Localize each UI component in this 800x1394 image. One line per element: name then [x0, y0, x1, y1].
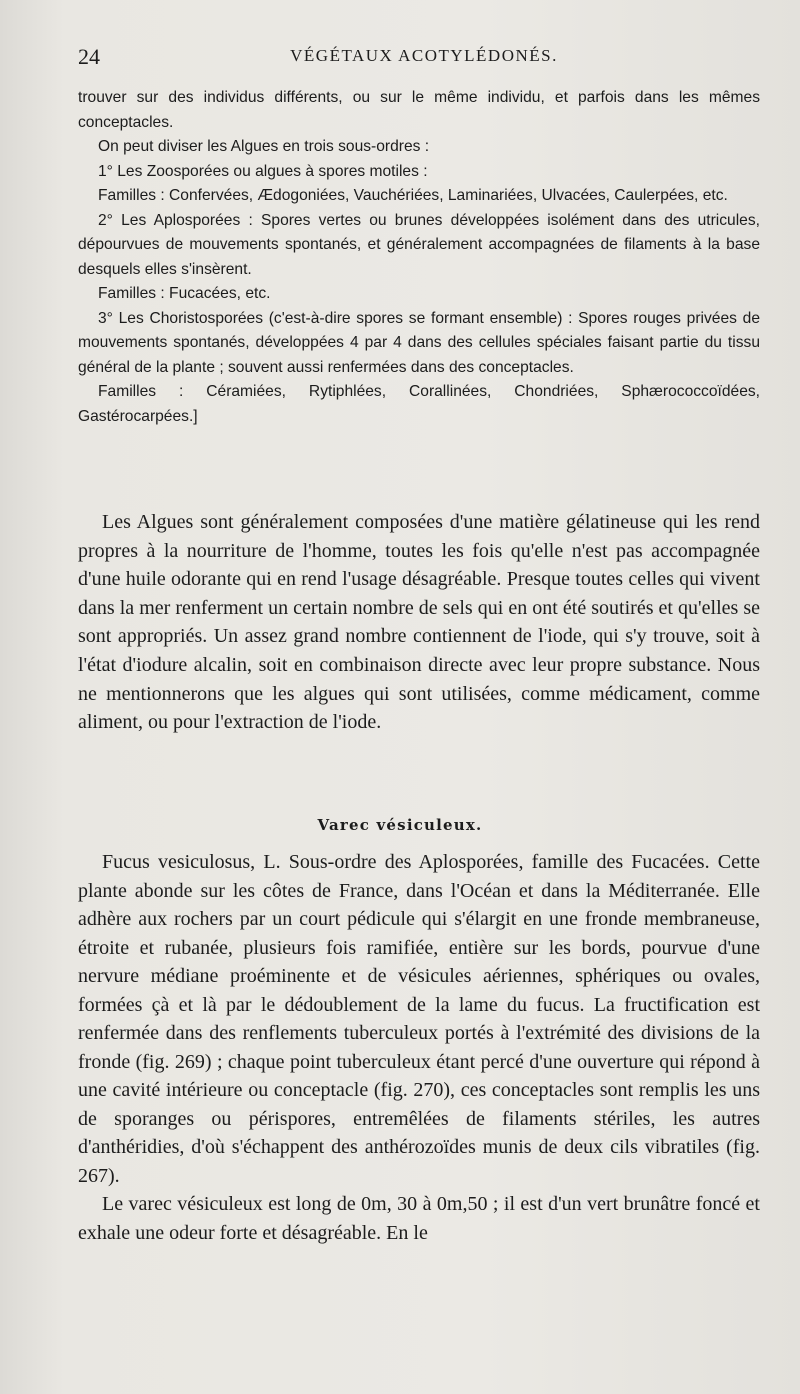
- paragraph: Le varec vésiculeux est long de 0m, 30 à 0m,50 ; il est d'un vert brunâtre foncé et exhale une odeur forte et désagréable. En le: [78, 1193, 760, 1244]
- paragraph: Les Algues sont généralement composées d'une matière gélatineuse qui les rend propres à la nourriture de l'homme, toutes les fois qu'elle n'est pas accompagnée d'une huile odorante qui en rend l'usage désagréable. Presque toutes celles qui vivent dans la mer renferment un certain nombre de sels qui en ont été soutirés et qu'elles se sont appropriés. Un assez grand nombre contiennent de l'iode, qui s'y trouve, soit à l'état d'iodure alcalin, soit en combinaison directe avec leur propre substance. Nous ne mentionnerons que les algues qui sont utilisées, comme médicament, comme aliment, ou pour l'extraction de l'iode.: [78, 511, 760, 734]
- paragraph: Familles : Fucacées, etc.: [98, 285, 271, 302]
- paragraph: 2° Les Aplosporées : Spores vertes ou brunes développées isolément dans des utricules, dépourvues de mouvements spontanés, et généralement accompagnées de filaments à la base desquels elles s'insèrent.: [78, 211, 760, 278]
- paragraph: 1° Les Zoosporées ou algues à spores motiles :: [98, 162, 428, 180]
- running-title: VÉGÉTAUX ACOTYLÉDONÉS.: [290, 46, 558, 65]
- paragraph: 3° Les Choristosporées (c'est-à-dire spores se formant ensemble) : Spores rouges privées de mouvements spontanés, développées 4 par 4 dans des cellules spéciales faisant partie du tissu général de la plante ; souvent aussi renfermées dans des conceptacles.: [78, 309, 760, 376]
- paragraph: Familles : Confervées, Ædogoniées, Vauchériées, Laminariées, Ulvacées, Caulerpées, etc.: [98, 187, 728, 204]
- paragraph: Familles : Céramiées, Rytiphlées, Corallinées, Chondriées, Sphærococcoïdées, Gastérocarpées.]: [78, 383, 760, 425]
- paragraph: trouver sur des individus différents, ou sur le même individu, et parfois dans les mêmes conceptacles.: [78, 89, 760, 131]
- algae-uses-text: [78, 508, 760, 737]
- page-number: 24: [78, 44, 100, 69]
- algae-classification-text: [78, 86, 760, 429]
- paragraph: Fucus vesiculosus, L. Sous-ordre des Aplosporées, famille des Fucacées. Cette plante abonde sur les côtes de France, dans l'Océan et dans la Méditerranée. Elle adhère aux rochers par un court pédicule qui s'élargit en une fronde membraneuse, étroite et rubanée, plusieurs fois ramifiée, entière sur les bords, pourvue d'une nervure médiane proéminente et de vésicules aériennes, sphériques ou ovales, formées çà et là par le dédoublement de la lame du fucus. La fructification est renfermée dans des renflements tuberculeux portés à l'extrémité des divisions de la fronde (fig. 269) ; chaque point tuberculeux étant percé d'une ouverture qui répond à une cavité intérieure ou conceptacle (fig. 270), ces conceptacles sont remplis les uns de sporanges ou périspores, entremêlées de filaments stériles, les autres d'anthéridies, d'où s'échappent des anthérozoïdes munis de deux cils vibratiles (fig. 267).: [78, 851, 760, 1187]
- paragraph: On peut diviser les Algues en trois sous-ordres :: [98, 138, 430, 155]
- section-heading: Varec vésiculeux.: [317, 816, 483, 834]
- page-header: [78, 44, 760, 74]
- fucus-description-text: [78, 848, 760, 1247]
